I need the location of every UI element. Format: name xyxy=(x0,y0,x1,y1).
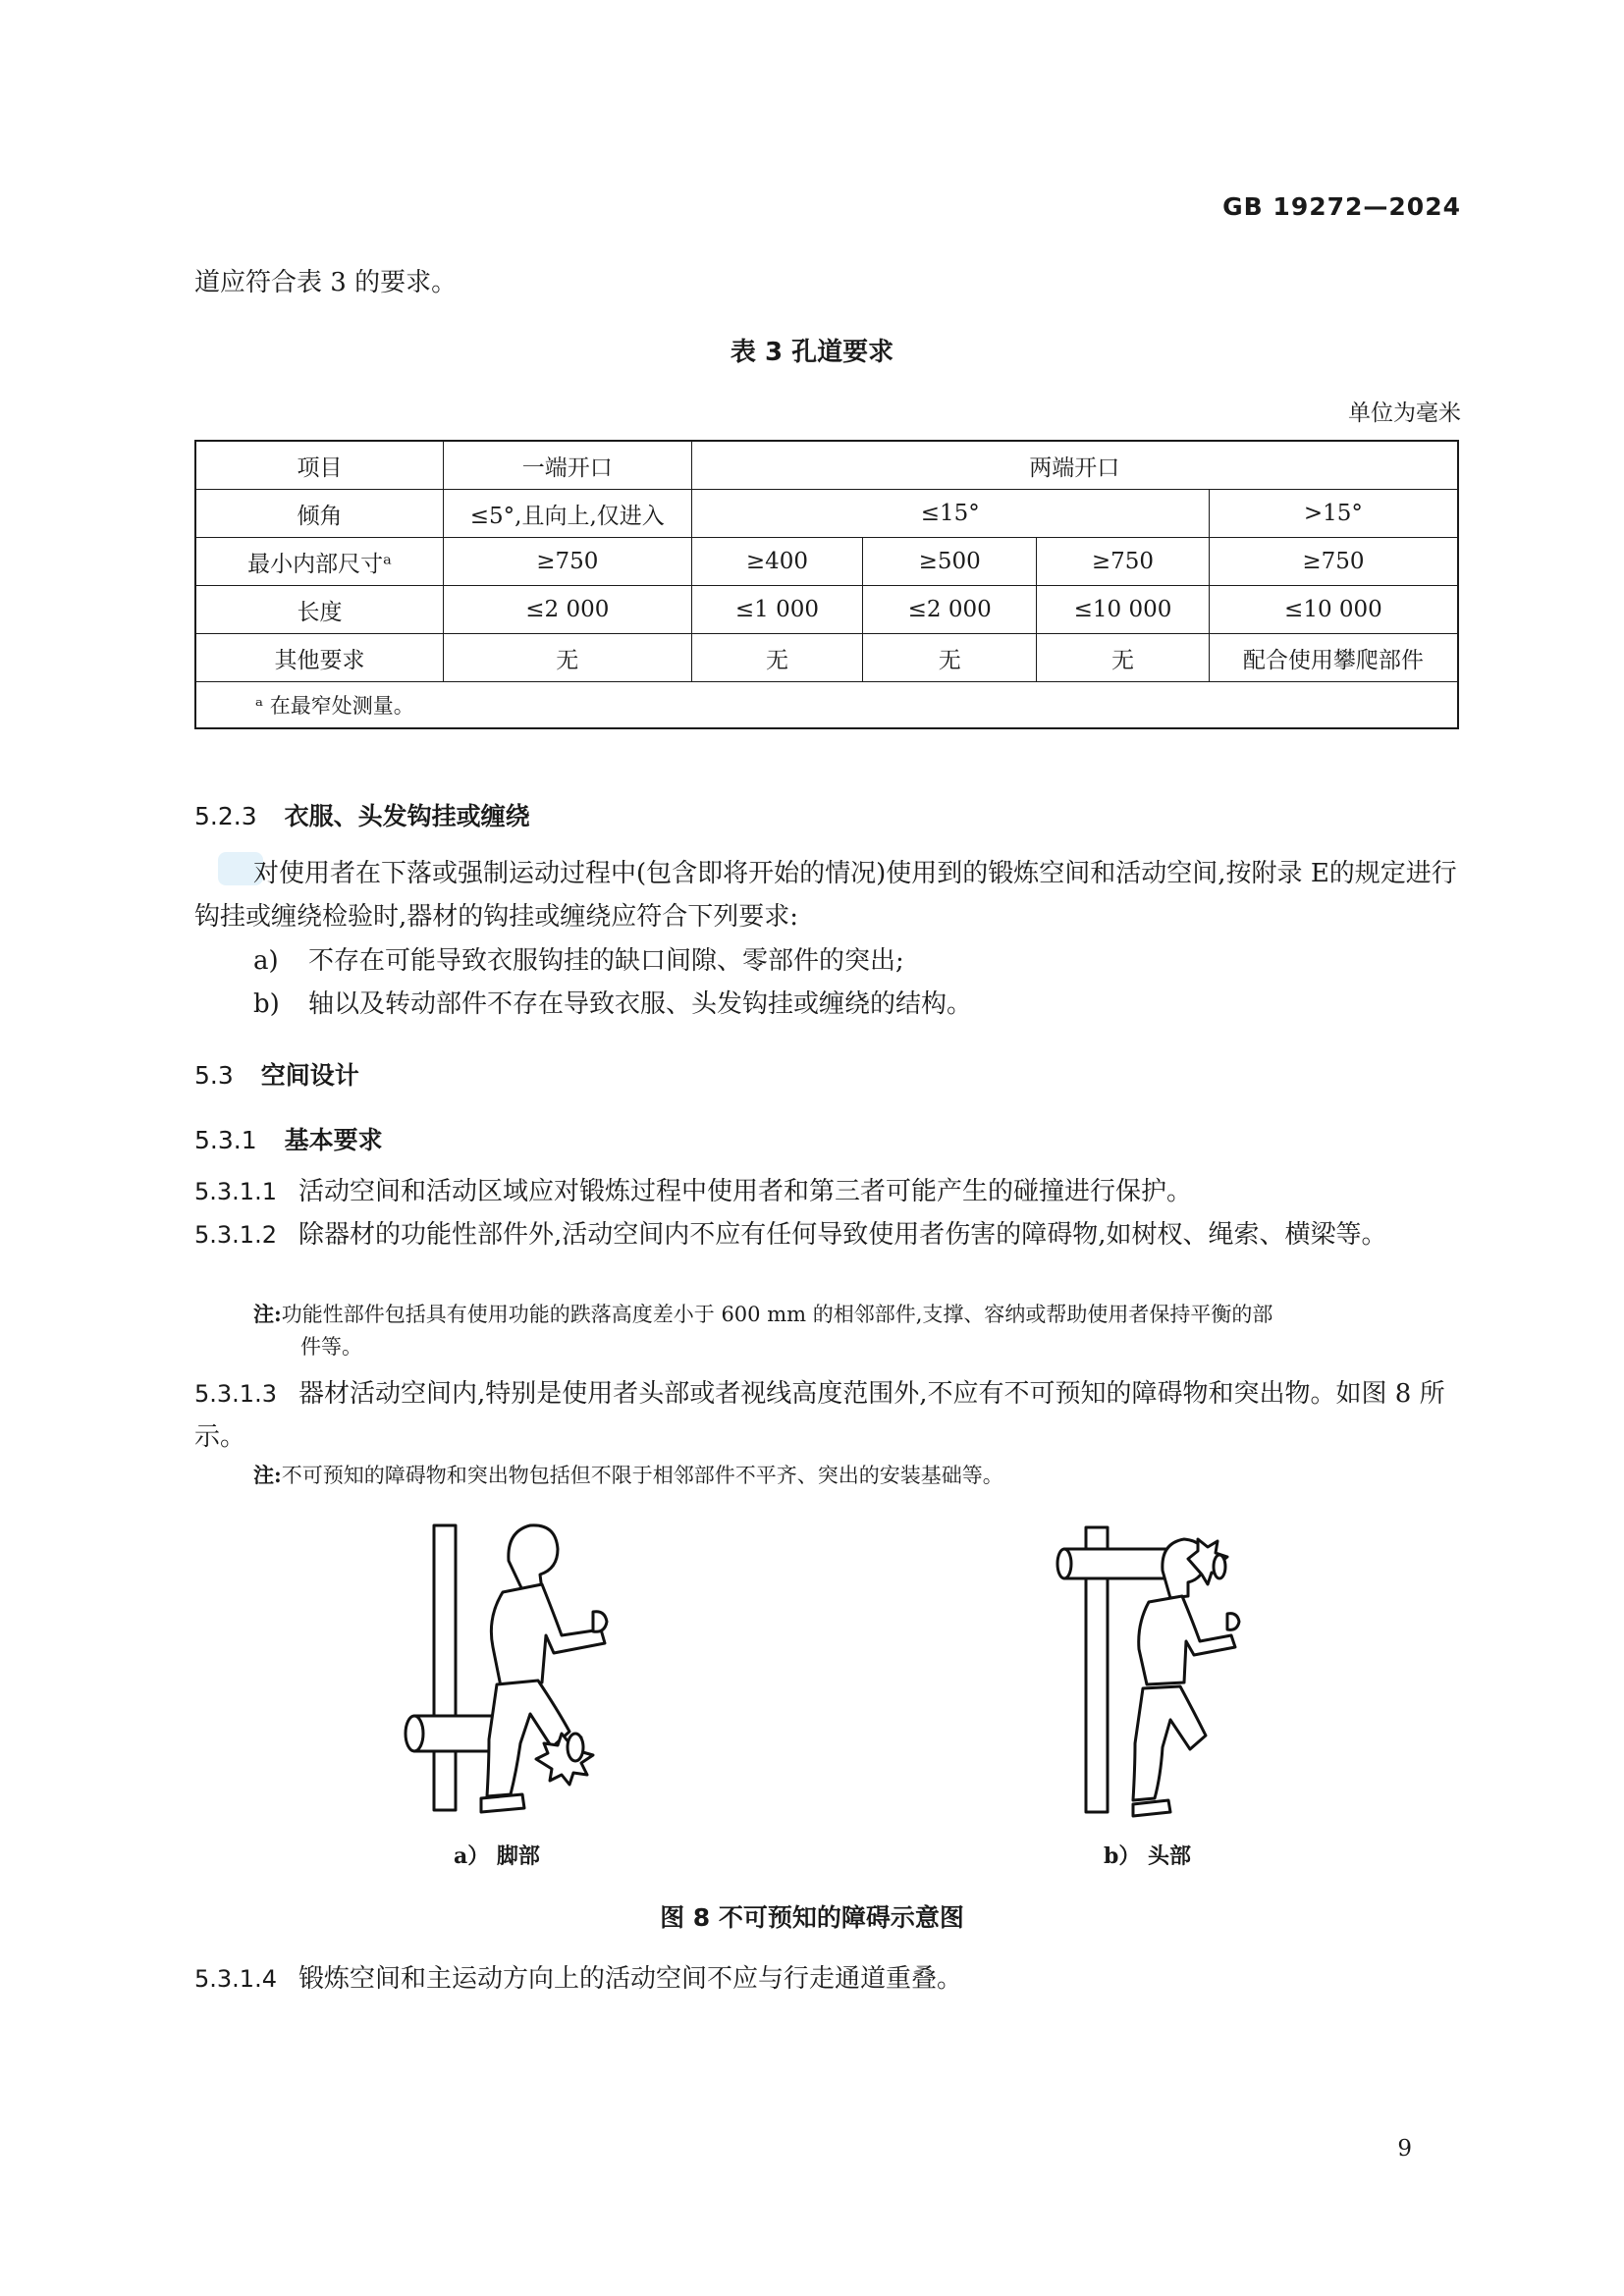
figure-title: 图 8 不可预知的障碍示意图 xyxy=(660,1903,964,1932)
page-number: 9 xyxy=(1397,2136,1412,2162)
section-heading-5-2-3 xyxy=(194,797,530,832)
section-number: 5.3.1 xyxy=(194,1126,257,1154)
foot-obstacle-illustration xyxy=(393,1520,628,1824)
hand xyxy=(1227,1614,1239,1630)
note-label: 注: xyxy=(253,1463,282,1487)
head-obstacle-illustration xyxy=(1041,1520,1257,1824)
table-cell: >15° xyxy=(1209,490,1458,538)
table-footnote: ᵃ 在最窄处测量。 xyxy=(195,682,1458,729)
note-obstacles xyxy=(253,1459,1459,1492)
table-row xyxy=(195,586,1458,634)
table-row xyxy=(195,441,1458,490)
table-row xyxy=(195,490,1458,538)
clause-5-3-1-1 xyxy=(194,1170,1459,1213)
clause-text: 除器材的功能性部件外,活动空间内不应有任何导致使用者伤害的障碍物,如树杈、绳索、横梁等。 xyxy=(298,1220,1387,1250)
table-unit: 单位为毫米 xyxy=(1348,400,1461,426)
list-item-text: 不存在可能导致衣服钩挂的缺口间隙、零部件的突出; xyxy=(308,946,904,976)
foot xyxy=(481,1794,524,1812)
figure-caption-b: b） 头部 xyxy=(1104,1843,1192,1869)
table-cell: ≥750 xyxy=(1037,538,1210,586)
table-cell: 无 xyxy=(1037,634,1210,682)
section-title: 衣服、头发钩挂或缠绕 xyxy=(284,802,530,830)
document-code: GB 19272—2024 xyxy=(1222,192,1461,221)
impact-burst xyxy=(536,1734,593,1785)
table-cell: ≤2 000 xyxy=(863,586,1037,634)
clause-5-2-3-text: 对使用者在下落或强制运动过程中(包含即将开始的情况)使用到的锻炼空间和活动空间,按附录 E的规定进行钩挂或缠绕检验时,器材的钩挂或缠绕应符合下列要求: xyxy=(194,859,1457,932)
table-cell: 两端开口 xyxy=(691,441,1458,490)
note-label: 注: xyxy=(253,1302,282,1326)
section-number: 5.3 xyxy=(194,1061,234,1090)
table-cell: ≥750 xyxy=(444,538,692,586)
table-cell: 其他要求 xyxy=(195,634,444,682)
note-functional-parts xyxy=(253,1298,1459,1363)
section-number: 5.2.3 xyxy=(194,802,257,830)
hand xyxy=(593,1612,607,1632)
table-cell: ≤5°,且向上,仅进入 xyxy=(444,490,692,538)
table-cell: ≤1 000 xyxy=(691,586,863,634)
table-cell: 项目 xyxy=(195,441,444,490)
legs xyxy=(1133,1686,1206,1800)
table-cell: ≤10 000 xyxy=(1209,586,1458,634)
table-cell: 倾角 xyxy=(195,490,444,538)
clause-5-3-1-4 xyxy=(194,1957,1459,2001)
section-heading-5-3-1 xyxy=(194,1121,383,1156)
table-cell: 配合使用攀爬部件 xyxy=(1209,634,1458,682)
table-cell: ≥400 xyxy=(691,538,863,586)
legs xyxy=(487,1681,569,1796)
torso xyxy=(1139,1596,1235,1684)
clause-number: 5.3.1.2 xyxy=(194,1221,277,1249)
section-heading-5-3 xyxy=(194,1056,359,1092)
clause-number: 5.3.1.1 xyxy=(194,1178,277,1205)
table-cell: 一端开口 xyxy=(444,441,692,490)
table-row xyxy=(195,634,1458,682)
clause-text: 器材活动空间内,特别是使用者头部或者视线高度范围外,不应有不可预知的障碍物和突出物。如图 8 所示。 xyxy=(194,1379,1445,1452)
list-item xyxy=(253,939,904,983)
figure-caption-a: a） 脚部 xyxy=(454,1843,540,1869)
table-cell: ≤15° xyxy=(691,490,1209,538)
clause-number: 5.3.1.4 xyxy=(194,1965,277,1993)
note-text-continued: 件等。 xyxy=(300,1335,362,1359)
table-cell: ≤2 000 xyxy=(444,586,692,634)
clause-5-3-1-3 xyxy=(194,1372,1459,1459)
table-footnote-row xyxy=(195,682,1458,729)
note-text: 功能性部件包括具有使用功能的跌落高度差小于 600 mm 的相邻部件,支撑、容纳或帮助使用者保持平衡的部 xyxy=(281,1303,1273,1326)
intro-text: 道应符合表 3 的要求。 xyxy=(194,268,458,297)
table-cell: 最小内部尺寸ᵃ xyxy=(195,538,444,586)
list-item xyxy=(253,983,972,1026)
torso xyxy=(491,1584,605,1686)
requirements-table xyxy=(194,440,1459,729)
table-cell: 无 xyxy=(444,634,692,682)
section-title: 基本要求 xyxy=(284,1126,383,1154)
list-marker: a) xyxy=(253,946,279,976)
table-cell: ≥500 xyxy=(863,538,1037,586)
clause-text: 活动空间和活动区域应对锻炼过程中使用者和第三者可能产生的碰撞进行保护。 xyxy=(298,1177,1192,1206)
table-cell: 无 xyxy=(863,634,1037,682)
note-text: 不可预知的障碍物和突出物包括但不限于相邻部件不平齐、突出的安装基础等。 xyxy=(281,1464,1003,1487)
table-title: 表 3 孔道要求 xyxy=(730,338,894,367)
table-cell: ≤10 000 xyxy=(1037,586,1210,634)
table-cell: 长度 xyxy=(195,586,444,634)
clause-text: 锻炼空间和主运动方向上的活动空间不应与行走通道重叠。 xyxy=(298,1964,962,1994)
horizontal-bar xyxy=(1064,1549,1168,1578)
table-cell: 无 xyxy=(691,634,863,682)
vertical-post xyxy=(434,1525,456,1810)
head xyxy=(509,1525,558,1594)
section-title: 空间设计 xyxy=(260,1061,359,1090)
list-item-text: 轴以及转动部件不存在导致衣服、头发钩挂或缠绕的结构。 xyxy=(308,989,973,1019)
foot xyxy=(1133,1800,1170,1816)
table-row xyxy=(195,538,1458,586)
table-cell: ≥750 xyxy=(1209,538,1458,586)
clause-number: 5.3.1.3 xyxy=(194,1380,277,1408)
list-marker: b) xyxy=(253,989,280,1019)
clause-5-3-1-2 xyxy=(194,1213,1459,1256)
